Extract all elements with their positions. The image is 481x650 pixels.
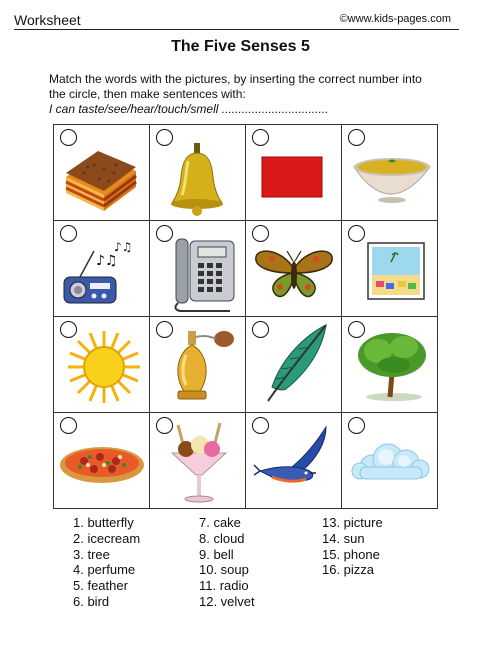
word-item: 4. perfume	[73, 562, 136, 578]
header-rule	[14, 29, 459, 30]
answer-circle[interactable]	[348, 321, 365, 338]
answer-circle[interactable]	[60, 321, 77, 338]
answer-circle[interactable]	[156, 321, 173, 338]
answer-circle[interactable]	[156, 417, 173, 434]
picture-cell-picture	[341, 220, 438, 317]
word-item: 16. pizza	[322, 562, 375, 578]
picture-cell-cloud	[341, 412, 438, 509]
answer-circle[interactable]	[348, 225, 365, 242]
picture-cell-cake	[53, 124, 150, 221]
answer-circle[interactable]	[348, 417, 365, 434]
svg-text:♪♫: ♪♫	[113, 239, 132, 254]
answer-circle[interactable]	[348, 129, 365, 146]
word-item: 5. feather	[73, 578, 128, 594]
answer-circle[interactable]	[60, 225, 77, 242]
instruction-line-3: I can taste/see/hear/touch/smell ................................	[49, 102, 329, 116]
answer-circle[interactable]	[252, 321, 269, 338]
word-list-column-2	[199, 515, 255, 610]
word-list-column-3	[322, 515, 383, 578]
picture-cell-pizza	[53, 412, 150, 509]
instruction-line-1: Match the words with the pictures, by inserting the correct number into	[49, 72, 422, 86]
instructions	[49, 72, 459, 117]
instruction-line-2: the circle, then make sentences with:	[49, 87, 246, 101]
picture-cell-soup	[341, 124, 438, 221]
svg-text:♪♫: ♪♫	[95, 252, 117, 269]
answer-circle[interactable]	[60, 129, 77, 146]
answer-circle[interactable]	[252, 225, 269, 242]
picture-cell-velvet	[245, 124, 342, 221]
picture-cell-radio	[53, 220, 150, 317]
answer-circle[interactable]	[156, 225, 173, 242]
word-item: 12. velvet	[199, 593, 255, 609]
word-item: 7. cake	[199, 515, 241, 530]
word-list-column-1	[73, 515, 140, 610]
answer-circle[interactable]	[60, 417, 77, 434]
word-item: 11. radio	[199, 578, 249, 594]
answer-circle[interactable]	[252, 417, 269, 434]
answer-circle[interactable]	[252, 129, 269, 146]
word-item: 15. phone	[322, 546, 380, 562]
picture-cell-bell	[149, 124, 246, 221]
word-item: 2. icecream	[73, 530, 141, 546]
word-item: 9. bell	[199, 546, 234, 562]
word-item: 1. butterfly	[73, 515, 134, 530]
picture-cell-icecream	[149, 412, 246, 509]
worksheet-label: Worksheet	[14, 12, 81, 28]
page-title: The Five Senses 5	[171, 38, 310, 55]
copyright-url: ©www.kids-pages.com	[339, 13, 451, 25]
picture-cell-feather	[245, 316, 342, 413]
picture-cell-sun	[53, 316, 150, 413]
picture-cell-bird	[245, 412, 342, 509]
answer-circle[interactable]	[156, 129, 173, 146]
word-item: 14. sun	[322, 530, 365, 546]
word-item: 13. picture	[322, 515, 383, 530]
picture-cell-phone	[149, 220, 246, 317]
word-item: 10. soup	[199, 562, 249, 578]
picture-cell-butterfly	[245, 220, 342, 317]
picture-grid	[53, 124, 437, 508]
picture-cell-perfume	[149, 316, 246, 413]
word-item: 6. bird	[73, 593, 110, 609]
word-item: 8. cloud	[199, 530, 245, 546]
picture-cell-tree	[341, 316, 438, 413]
word-item: 3. tree	[73, 546, 110, 562]
